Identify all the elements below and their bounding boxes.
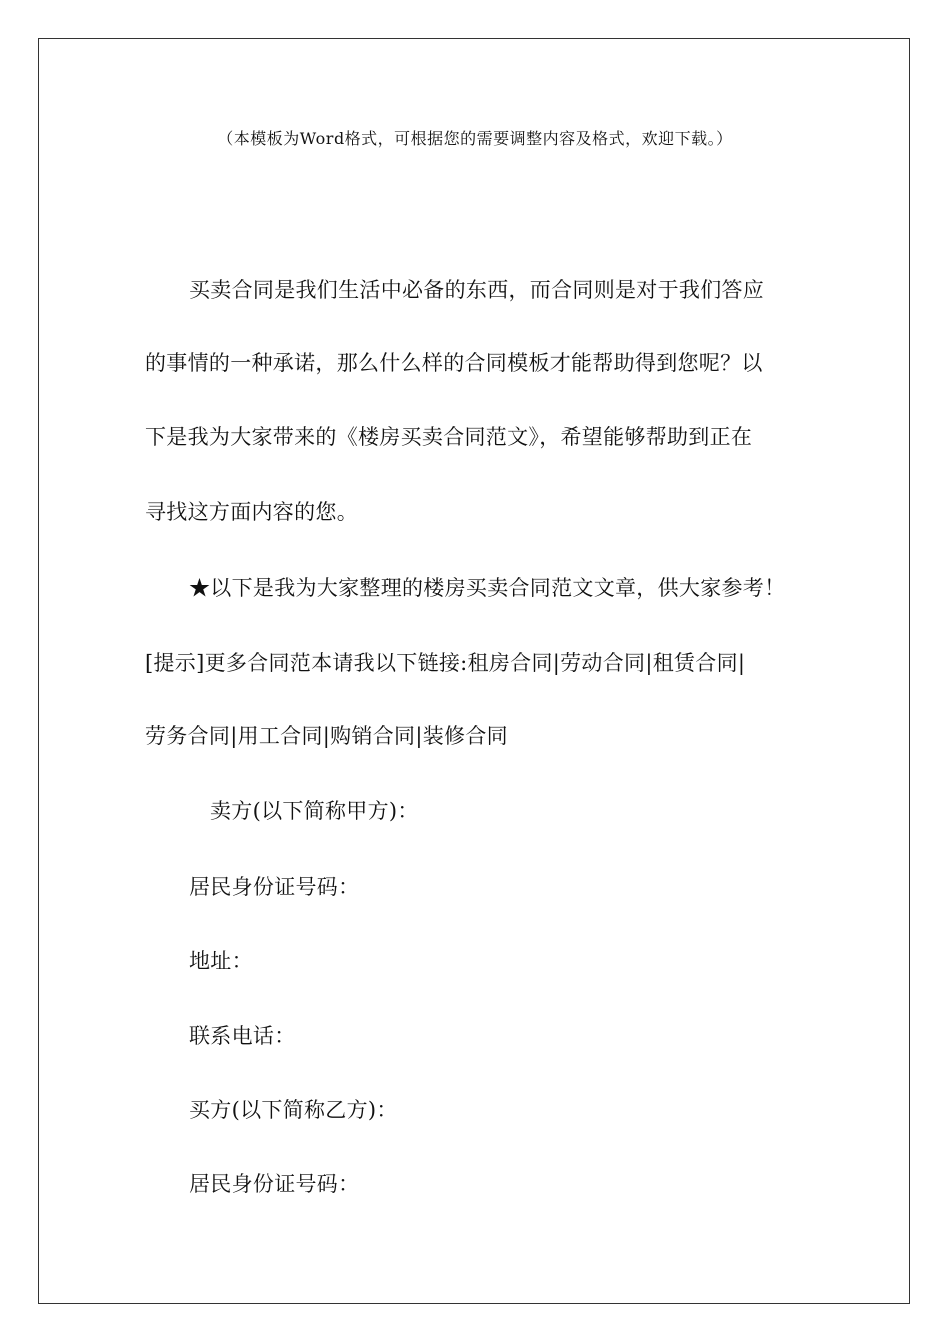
intro-line-3: 下是我为大家带来的《楼房买卖合同范文》，希望能够帮助到正在	[145, 425, 753, 449]
seller-id-label: 居民身份证号码：	[189, 875, 360, 899]
template-note: （本模板为Word格式，可根据您的需要调整内容及格式，欢迎下载。）	[217, 129, 733, 148]
buyer-title: 买方(以下简称乙方)：	[189, 1098, 398, 1122]
seller-phone-label: 联系电话：	[189, 1024, 296, 1048]
seller-address-label: 地址：	[189, 949, 253, 973]
star-line: ★以下是我为大家整理的楼房买卖合同范文文章，供大家参考！	[189, 576, 786, 600]
seller-title: 卖方(以下简称甲方)：	[210, 799, 419, 823]
intro-line-4: 寻找这方面内容的您。	[145, 500, 358, 524]
intro-line-2: 的事情的一种承诺，那么什么样的合同模板才能帮助得到您呢？以	[145, 351, 763, 375]
tip-line-2[interactable]: 劳务合同|用工合同|购销合同|装修合同	[145, 724, 508, 748]
tip-line-1[interactable]: [提示]更多合同范本请我以下链接:租房合同|劳动合同|租赁合同|	[145, 651, 746, 675]
intro-line-1: 买卖合同是我们生活中必备的东西，而合同则是对于我们答应	[189, 278, 765, 302]
buyer-id-label: 居民身份证号码：	[189, 1172, 360, 1196]
